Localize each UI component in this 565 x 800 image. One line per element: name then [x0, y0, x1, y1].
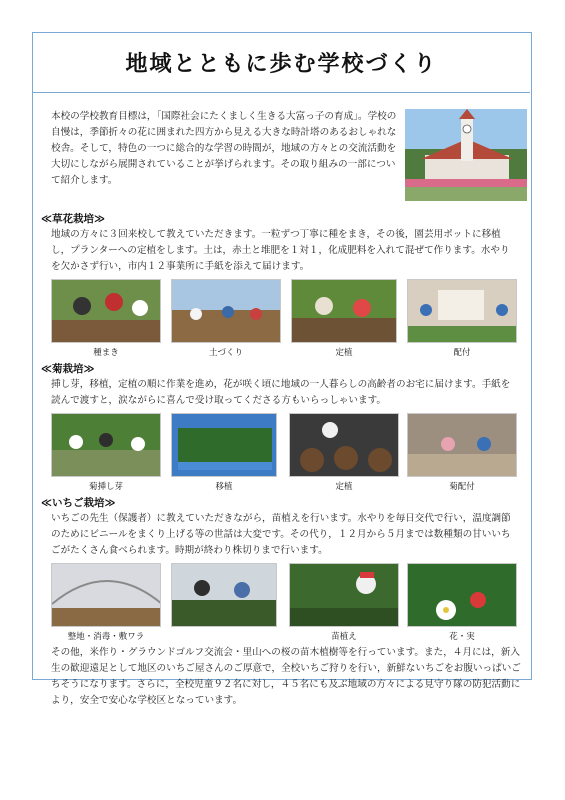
title-bar [33, 33, 530, 93]
caption-planting: 定植 [335, 348, 353, 358]
caption-cutting: 菊挿し芽 [88, 482, 123, 492]
page-frame [32, 32, 532, 706]
section-heading-flowers: ≪草花栽培≫ [41, 213, 105, 225]
section-heading-chrysanthemum: ≪菊栽培≫ [41, 363, 95, 375]
caption-transplant: 移植 [215, 482, 233, 492]
photo-greenhouse [51, 563, 161, 627]
page-title: 地域とともに歩む学校づくり [125, 52, 438, 77]
intro-text: 本校の学校教育目標は，「国際社会にたくましく生きる大富っ子の育成」。学校の自慢は，季節折々の花に囲まれた四方から見える大きな時計塔のあるおしゃれな校舎。そして，特色の一つに総合的な学習の時間が，地域の方々との交流活動を大切にしながら展開されていることが挙げられます。その取り組みの一部について紹介します。 [51, 111, 397, 186]
photo-distribution [407, 279, 517, 343]
caption-planting-2: 定植 [335, 482, 353, 492]
photo-cutting [51, 413, 161, 477]
photo-chrysanthemum-planting [289, 413, 399, 477]
section-body-strawberry: いちごの先生（保護者）に教えていただきながら，苗植えを行います。水やりを毎日交代で行い，温度調節のためにビニールをまくり上げる等の世話は大変です。その代り，１２月から５月までは数種類の甘いいちごがたくさん食べられます。時期が終わり株切りまで行います。 [51, 513, 511, 556]
section-body-chrysanthemum: 挿し芽，移植，定植の順に作業を進め，花が咲く頃に地域の一人暮らしの高齢者のお宅に届けます。手紙を読んで渡すと，涙ながらに喜んで受け取ってくださる方もいらっしゃいます。 [51, 379, 511, 406]
caption-seedling-planting: 苗植え [331, 632, 357, 642]
caption-seeding: 種まき [93, 348, 119, 358]
photo-seeding [51, 279, 161, 343]
photo-soil-making [171, 279, 281, 343]
photo-flower-fruit [407, 563, 517, 627]
photo-chrysanthemum-distribution [407, 413, 517, 477]
section-body-flowers: 地域の方々に３回来校して教えていただきます。一粒ずつ丁寧に種をまき，その後，園芸用ポットに移植し，プランターへの定植をします。土は，赤土と堆肥を１対１，化成肥料を入れて混ぜて作ります。水やりを欠かさず行い，市内１２事業所に手紙を添えて届けます。 [51, 229, 510, 272]
photo-planting [291, 279, 397, 343]
caption-flower-fruit: 花・実 [449, 632, 475, 642]
closing-text: その他，米作り・グラウンドゴルフ交流会・里山への桜の苗木植樹等を行っています。また，４月には，新入生の歓迎遠足として地区のいちご屋さんのご厚意で，全校いちご狩りを行い，新鮮ないちごをお腹いっぱいごちそうになります。さらに，全校児童９２名に対し，４５名にも及ぶ地域の方々による見守り隊の防犯活動により，安全で安心な学校区となっています。 [51, 647, 521, 706]
caption-soil: 土づくり [208, 348, 243, 358]
section-heading-strawberry: ≪いちご栽培≫ [41, 497, 116, 509]
photo-seedling-planting [171, 563, 277, 627]
school-building-photo [405, 109, 527, 201]
caption-distribution: 配付 [453, 348, 471, 358]
caption-greenhouse: 整地・消毒・敷ワラ [67, 632, 145, 642]
photo-transplant [171, 413, 277, 477]
caption-chrysanthemum-distribution: 菊配付 [449, 482, 475, 492]
photo-strawberry-care [289, 563, 399, 627]
